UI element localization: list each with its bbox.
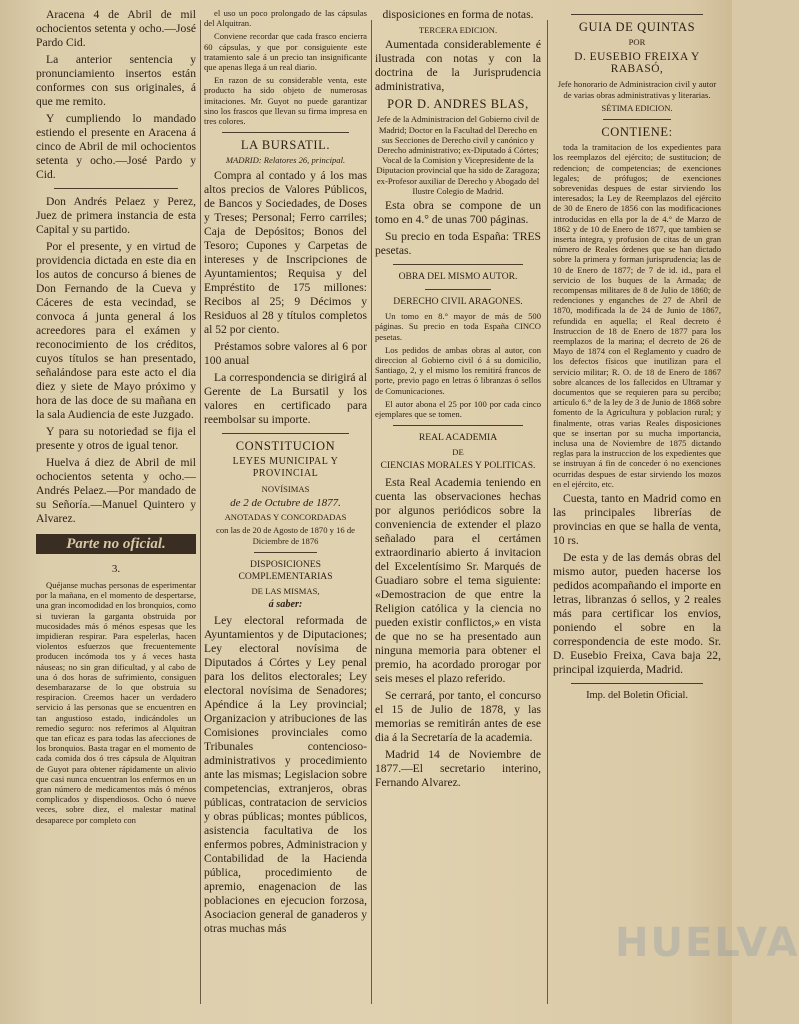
paragraph: Un tomo en 8.° mayor de más de 500 páginas. Su precio en toda España CINCO pesetas. (375, 311, 541, 342)
paragraph: Por el presente, y en virtud de providencia dictada en este dia en los autos de concurso á bienes de Don Fernando de la Cueva y Cáceres de esta vecindad, se convoca á junta general á los acreedores para el exámen y reconocimiento de los créditos, cuyos títulos se han presentado, señalándose para este acto el dia diez y siete de Mayo próximo y hora de las doce de su mañana en la sala Audiencia de este Juzgado. (36, 240, 196, 421)
divider (603, 119, 671, 120)
paragraph: Su precio en toda España: TRES pesetas. (375, 229, 541, 257)
paragraph: La anterior sentencia y pronunciamiento insertos están conformes con sus originales, á que me remito. (36, 53, 196, 108)
divider (254, 552, 317, 553)
column-rule (200, 20, 201, 1004)
ad-subtitle: ANOTADAS Y CONCORDADAS (224, 512, 347, 523)
paragraph: Aumentada considerablemente é ilustrada con notas y con la doctrina de la Jurisprudencia administrativa, (375, 38, 541, 94)
divider (425, 289, 491, 290)
ad-subtitle: DE LAS MISMAS, (251, 585, 320, 596)
ad-subtitle: NOVÍSIMAS (261, 483, 310, 494)
ad-title: LA BURSATIL. (240, 138, 331, 153)
paragraph: Conviene recordar que cada frasco encierra 60 cápsulas, y que por consiguiente este tratamiento sale á un precio tan insignificante que apenas llega á un real diario. (204, 31, 367, 73)
paragraph: Y cumpliendo lo mandado estiendo el presente en Aracena á cinco de Abril de mil ochocientos setenta y ocho.—José Pardo y Cid. (36, 112, 196, 181)
ad-subtitle: POR (628, 37, 646, 48)
ad-edition: SÉTIMA EDICION. (601, 102, 673, 113)
paragraph: Huelva á diez de Abril de mil ochocientos setenta y ocho.—Andrés Pelaez.—Por mandado de su Señoría.—Manuel Quintero y Alvarez. (36, 456, 196, 525)
ad-subtitle: LEYES MUNICIPAL Y PROVINCIAL (232, 455, 339, 479)
section-banner: Parte no oficial. (36, 534, 196, 554)
paragraph: Se cerrará, por tanto, el concurso el 15 de Julio de 1878, y las memorias se remitirán antes de ese dia á la Secretaría de la academia. (375, 688, 541, 744)
paragraph: Cuesta, tanto en Madrid como en las principales librerías de provincias en que se halla de venta, 10 rs. (553, 492, 721, 548)
paragraph: La correspondencia se dirigirá al Gerente de La Bursatil y los valores en certificado para reembolsar su importe. (204, 370, 367, 426)
column-rule (371, 20, 372, 1004)
paragraph: Compra al contado y á los mas altos precios de Valores Públicos, de Bancos y Sociedades, de Doses y Treses; Personal; Ferro carriles; Caja de Depósitos; Bonos del Tesoro; Cupones y Carpetas de intereses y de Inscripciones de Ayuntamientos; Requisa y del Empréstito de 175 millones: Recibos al 25; 9 Décimos y Residuos al 28 y títulos completos al 52 por ciento. (204, 168, 367, 336)
paragraph: Esta Real Academia teniendo en cuenta las observaciones hechas por algunos periódicos sobre la conveniencia de extender el plazo señalado para el certámen extraordinario abierto á invitacion del Excelentísimo Sr. Marqués de Guadiaro sobre el tema siguiente: «Demostracion de que entre la Religion católica y la ciencia no pueden existir conflictos,» en vista de que no se ha presentado aun ninguna memoria para obtener el premio, ha acordado prorogar por seis meses el plazo referido. (375, 475, 541, 685)
ad-title: OBRA DEL MISMO AUTOR. (398, 270, 518, 282)
ad-author-desc: Jefe de la Administracion del Gobierno civil de Madrid; Doctor en la Facultad del Derecho en sus Secciones de Derecho civil y canónico y Derecho administrativo; ex-Diputado á Córtes; Vocal de la Comision y Vicepresidente de la Diputacion provincial que ha sido de Zaragoza; ex-Profesor auxiliar de Derecho y Abogado del Ilustre Colegio de Madrid. (376, 114, 540, 196)
column-1 (36, 8, 196, 1016)
paragraph: Los pedidos de ambas obras al autor, con direccion al Gobierno civil ó á su domicilio, Santiago, 2, y el mismo los remitirá francos de porte, previo pago en letras ó libranzas ó sellos de Comunicaciones. (375, 344, 541, 396)
paragraph: Madrid 14 de Noviembre de 1877.—El secretario interino, Fernando Alvarez. (375, 747, 541, 789)
ad-subtitle: con las de 20 de Agosto de 1870 y 16 de Diciembre de 1876 (216, 525, 355, 546)
paragraph: toda la tramitacion de los expedientes para los reemplazos del ejército; de sustitucion; de redencion; de competencias; de exenciones legales; de prófugos; de exenciones sobrevenidas despues de estar sirviendo los interesados; la Ley de Reemplazos del ejército de 30 de Enero de 1856 con las modificaciones introducidas en ella por la de 4.° de Marzo de 1862 y de 10 de Enero de 1877, que tambien se inserta íntegra, y profusion de citas de un gran número de Reales órdenes que se han dictado sobre la primera y forman jurisprudencia; las de 10 de Enero de 1877; de 7 de id. id., para el servicio de los buques de la Armada; de recompensas militares de 8 de Julio de 1860; de redenciones y enganches de 27 de Abril de 1870, modificada la de 24 de Junio de 1867, refundida en aquella; el Real decreto é Instruccion de 18 de Enero de 1877 para los reemplazos de la marina; el decreto de 26 de Mayo de 1874 con el Reglamento y cuadro de los defectos físicos que inutilizan para el servicio militar; R. O. de 18 de Enero de 1867 sobre alcances de los fallecidos en Ultramar y documentos que se requieren para su percibo; artículo 6.° de la ley de 3 de Junio de 1868 sobre fomento de la Agricultura y poblacion rural; y finalmente, otras varias Reales disposiciones que se insertan por su mucha importancia, inclusa una de Noviembre de 1875 dictando reglas para la instruccion de los expedientes que se instruyan á fin de conceder ó no exenciones ocurridas despues de estar sirviendo los mozos en el ejército, etc. (553, 142, 721, 489)
paragraph: El autor abona el 25 por 100 por cada cinco ejemplares que se tomen. (375, 398, 541, 419)
ad-date: de 2 de Octubre de 1877. (230, 497, 341, 510)
ad-title: CONSTITUCION (235, 438, 336, 453)
divider (393, 264, 523, 265)
column-2 (204, 8, 367, 1016)
paragraph: En razon de su considerable venta, este producto ha sido objeto de numerosas imitaciones. Mr. Guyot no puede garantizar sino los frascos que llevan su firma impresa en tres colores. (204, 75, 367, 127)
paragraph: Y para su notoriedad se fija el presente y otros de igual tenor. (36, 425, 196, 452)
paragraph: Don Andrés Pelaez y Perez, Juez de primera instancia de esta Capital y su partido. (36, 195, 196, 236)
paragraph: Aracena 4 de Abril de mil ochocientos setenta y ocho.—José Pardo Cid. (36, 8, 196, 49)
paragraph: Ley electoral reformada de Ayuntamientos y de Diputaciones; Ley electoral novísima de Diputados á Córtes y Ley penal para los delitos electorales; Ley electoral novísima de Senadores; Apéndice á la Ley provincial; Organizacion y atribuciones de las Comisiones provinciales como Tribunales contencioso-administrativos y procedimiento ante las mismas; Legislacion sobre competencias, extranjeros, obras públicas, contratacion de servicios y obras públicas; montes públicos, asistencia facultativa de los enfermos pobres, Administracion y Contabilidad de la Hacienda pública, procedimiento de apremio, enagenacion de las poblaciones en ejecucion forzosa, Asociacion general de ganaderos y otras muchas más (204, 614, 367, 936)
section-number: 3. (111, 563, 121, 575)
column-3 (375, 8, 541, 1016)
paragraph: Préstamos sobre valores al 6 por 100 anual (204, 339, 367, 367)
divider (54, 188, 178, 189)
paragraph: disposiciones en forma de notas. (382, 8, 534, 21)
ad-author: D. EUSEBIO FREIXA Y RABASÓ, (574, 51, 700, 76)
ad-subtitle: CONTIENE: (601, 125, 673, 140)
divider (222, 433, 349, 434)
column-4 (553, 8, 721, 1016)
ad-title: DE (452, 447, 464, 458)
ad-subtitle: DISPOSICIONES COMPLEMENTARIAS (238, 558, 333, 582)
ad-title: CIENCIAS MORALES Y POLITICAS. (380, 460, 536, 472)
ad-title: DERECHO CIVIL ARAGONES. (393, 296, 523, 308)
ad-title: REAL ACADEMIA (418, 432, 498, 444)
library-stamp: HUELVA (615, 920, 799, 966)
ad-edition: TERCERA EDICION. (418, 25, 498, 35)
paragraph: el uso un poco prolongado de las cápsulas del Alquitran. (204, 8, 367, 29)
ad-author-desc: Jefe honorario de Administracion civil y autor de varias obras administrativas y literarias. (557, 79, 717, 100)
divider (222, 132, 349, 133)
ad-author: POR D. ANDRES BLAS, (387, 97, 529, 112)
column-rule (547, 20, 548, 1004)
article-body: Quéjanse muchas personas de esperimentar por la mañana, en el momento de despertarse, una gran incomodidad en los bronquios, como si tuvieran la garganta obstruida por mucosidades más ó ménos espesas que les impidieran respirar. Para espelerlas, hacen violentos esfuerzos que frecuentemente producen incómoda tos y á veces hasta náuseas; no sin gran dificultad, y al cabo de una ó dos horas de sufrimiento, consiguen desembarazarse de lo que obstruia su respiracion. Creemos hacer un verdadero servicio á las personas que se encuentren en tan angustioso estado, indicándoles un remedio seguro: nos referimos al Alquitran que tan eficaz es para todas las afecciones de los bronquios. Basta tragar en el momento de cada comida dos ó tres cápsula de Alquitran de Guyot para obtener rápidamente un alivio que casi nunca encuentran los enfermos en un gran número de medicamentos más ó ménos complicados y dispendiosos. Ocho ó nueve veces, sobre diez, el malestar matinal desaparece por completo con (36, 580, 196, 825)
ad-subtitle: á saber: (268, 599, 303, 611)
divider (393, 425, 523, 426)
divider (571, 14, 703, 15)
printer-credit: Imp. del Boletin Oficial. (586, 690, 688, 702)
paragraph: De esta y de las demás obras del mismo autor, pueden hacerse los pedidos acompañando el importe en letras, libranzas ó sellos, y 2 reales más para certificar los envios, poniendo el sobre en la correspondencia de este modo. Sr. D. Eusebio Freixa, Cava baja 22, principal izquierda, Madrid. (553, 551, 721, 677)
ad-address: MADRID: Relatores 26, principal. (225, 155, 346, 166)
divider (571, 683, 703, 684)
paragraph: Esta obra se compone de un tomo en 4.° de unas 700 páginas. (375, 198, 541, 226)
ad-title: GUIA DE QUINTAS (578, 20, 696, 34)
